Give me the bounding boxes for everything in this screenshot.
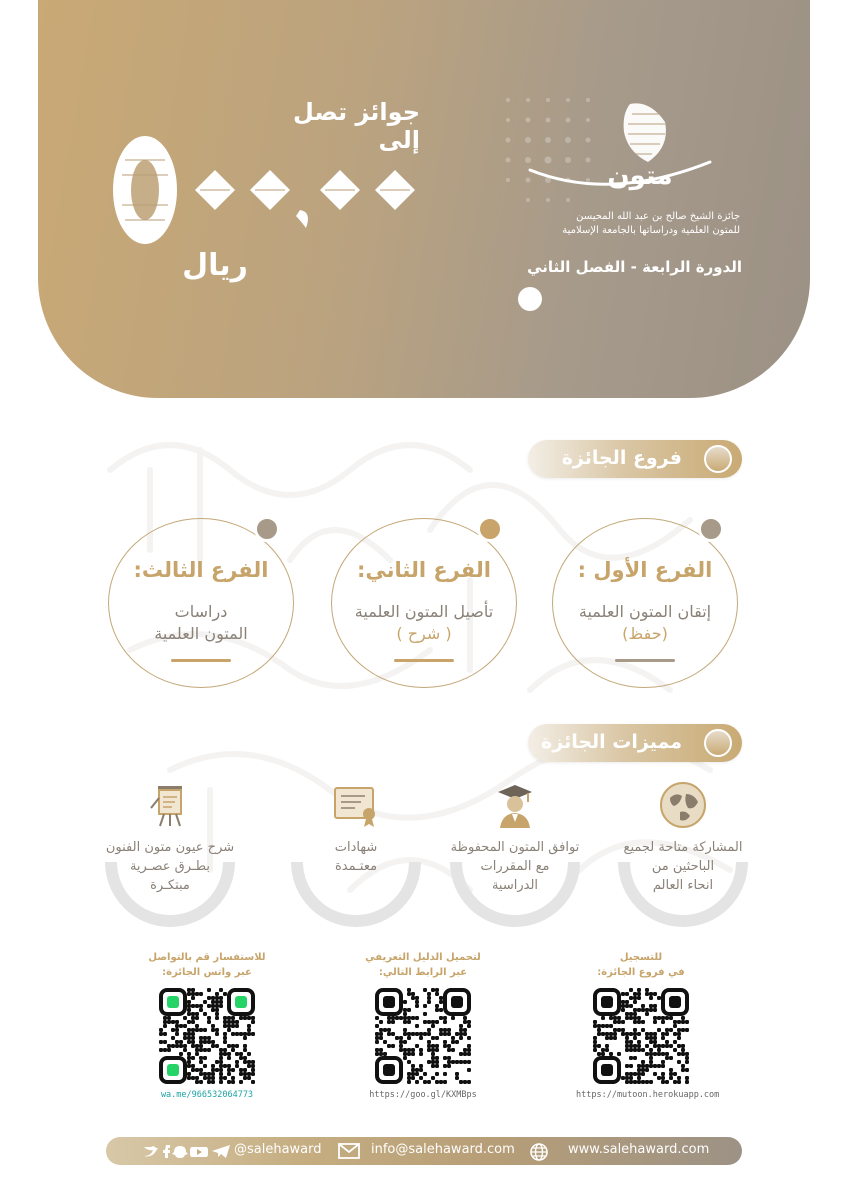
- feature-text: توافق المتون المحفوظة مع المقررات الدراسية: [450, 840, 580, 893]
- feature-arc: [105, 862, 235, 927]
- cycle-label: الدورة الرابعة - الفصل الثاني: [527, 258, 742, 276]
- footer-bar: [106, 1137, 742, 1165]
- branch-desc-line: تأصيل المتون العلمية: [354, 602, 494, 621]
- branch-dot: [477, 516, 503, 542]
- feature-arc: [291, 862, 421, 927]
- branch-underline: [615, 659, 675, 662]
- feature-item-4: [95, 780, 245, 930]
- graduate-icon: [490, 780, 540, 830]
- features-heading-pill: [528, 724, 742, 762]
- qr-caption: للتسجيل في فروع الجائزة:: [597, 952, 685, 978]
- branch-title: الفرع الأول :: [577, 558, 713, 582]
- email-icon: [338, 1142, 360, 1160]
- presentation-board-icon: [145, 780, 195, 830]
- twitter-icon: [144, 1146, 158, 1156]
- branches-heading-pill: [528, 440, 742, 478]
- qr-caption: لتحميل الدليل التعريفي عبر الرابط التالي:: [365, 952, 481, 978]
- qr-caption: للاستفسار قم بالتواصل عبر واتس الجائزة:: [148, 952, 266, 978]
- mutoon-logo: [520, 92, 720, 212]
- prize-currency: ريال: [182, 248, 248, 283]
- branches-heading: فروع الجائزة: [561, 447, 682, 469]
- feature-arc: [450, 862, 580, 927]
- feature-text: شرح عيون متون الفنون بطـرق عصـرية مبتكـرة: [105, 840, 235, 893]
- branch-desc-line: ( شرح ): [396, 624, 452, 643]
- website-link[interactable]: www.salehaward.com: [568, 1142, 710, 1157]
- feature-text: المشاركة متاحة لجميع الباحثين من انحاء العالم: [623, 840, 743, 893]
- logo-word: متون: [607, 161, 673, 191]
- features-heading: مميزات الجائزة: [541, 731, 682, 753]
- qr-block-register[interactable]: [576, 950, 720, 1110]
- branch-card-2: [331, 518, 517, 688]
- organization-name: جائزة الشيخ صالح بن عبد الله المحيسن للمتون العلمية ودراساتها بالجامعة الإسلامية: [562, 211, 740, 236]
- feature-arc: [618, 862, 748, 927]
- branch-dot: [698, 516, 724, 542]
- branch-card-1: [552, 518, 738, 688]
- branch-underline: [171, 659, 231, 662]
- facebook-icon: [163, 1145, 170, 1158]
- branch-title: الفرع الثالث:: [133, 558, 269, 582]
- qr-block-guide[interactable]: [358, 950, 488, 1110]
- qr-link[interactable]: wa.me/966532064773: [160, 1090, 254, 1100]
- qr-link[interactable]: https://goo.gl/KXMBps: [369, 1090, 477, 1100]
- telegram-icon: [212, 1145, 230, 1158]
- qr-code[interactable]: [593, 988, 689, 1084]
- pill-knob: [704, 729, 732, 757]
- branch-title: الفرع الثاني:: [357, 558, 491, 582]
- branch-card-3: [108, 518, 294, 688]
- feature-item-2: [440, 780, 590, 930]
- qr-code[interactable]: [375, 988, 471, 1084]
- branch-desc-line: (حفظ): [622, 624, 668, 643]
- branch-desc-line: المتون العلمية: [154, 624, 248, 643]
- qr-block-whatsapp[interactable]: [142, 950, 272, 1110]
- web-globe-icon: [529, 1142, 549, 1162]
- qr-link[interactable]: https://mutoon.herokuapp.com: [576, 1090, 720, 1100]
- branch-desc-line: إتقان المتون العلمية: [578, 602, 712, 621]
- certificate-icon: [331, 780, 381, 830]
- decorative-dot: [518, 287, 542, 311]
- prize-heading: جوائز تصل إلى: [293, 98, 420, 154]
- branch-underline: [394, 659, 454, 662]
- globe-icon: [658, 780, 708, 830]
- email-link[interactable]: info@salehaward.com: [371, 1142, 515, 1157]
- pill-knob: [704, 445, 732, 473]
- snapchat-icon: [172, 1146, 188, 1158]
- feature-text: شهادات معتـمدة: [334, 840, 378, 874]
- branch-dot: [254, 516, 280, 542]
- qr-code[interactable]: [159, 988, 255, 1084]
- social-icons: [142, 1142, 234, 1160]
- feature-item-1: [608, 780, 758, 930]
- branch-desc-line: دراسات: [174, 602, 228, 621]
- prize-amount-graphic: [100, 130, 440, 250]
- feature-item-3: [281, 780, 431, 930]
- social-handle[interactable]: @salehaward: [234, 1142, 322, 1157]
